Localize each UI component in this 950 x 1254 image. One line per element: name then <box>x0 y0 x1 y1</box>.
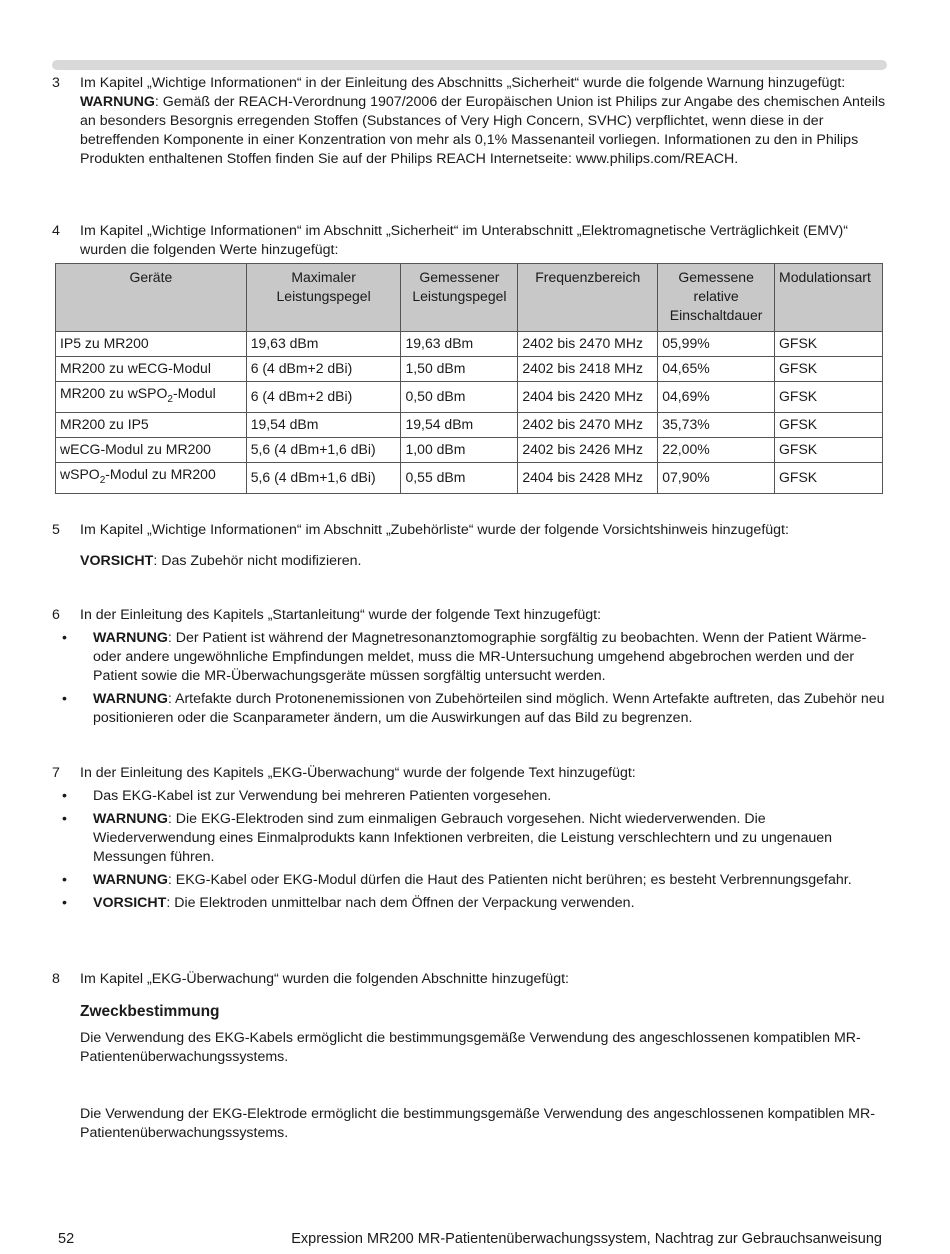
frequency-cell: 2402 bis 2470 MHz <box>518 332 658 357</box>
emv-table <box>55 263 883 494</box>
list-text: Das EKG-Kabel ist zur Verwendung bei mehreren Patienten vorgesehen. <box>93 788 552 804</box>
warning-text: : Die EKG-Elektroden sind zum einmaligen Gebrauch vorgesehen. Nicht wiederverwenden. Die Wiederverwendung eines Einmalprodukts kann Infektionen verbreiten, die Leistung verschlechtern und zu ungenauen Messungen führen. <box>93 811 833 865</box>
section-intro: Im Kapitel „Wichtige Informationen“ im Abschnitt „Zubehörliste“ wurde der folgende Vorsichtshinweis hinzugefügt: <box>80 522 789 538</box>
device-cell: wSPO$_2$-Modul zu MR200 <box>56 462 247 493</box>
section-number: 5 <box>52 522 60 538</box>
device-cell: MR200 zu wSPO$_2$-Modul <box>56 382 247 413</box>
section-number: 6 <box>52 607 60 623</box>
max-level-cell: 5,6 (4 dBm+1,6 dBi) <box>246 462 401 493</box>
caution-text: : Die Elektroden unmittelbar nach dem Öffnen der Verpackung verwenden. <box>166 895 635 911</box>
list-item <box>62 787 887 806</box>
warning-text: : Der Patient ist während der Magnetresonanztomographie sorgfältig zu beobachten. Wenn der Patient Wärme- oder andere ungewöhnliche Empfindungen meldet, muss die MR-Untersuchung umgehend abgebrochen werden und der Patient sowie die MR-Überwachungsgeräte müssen sorgfältig untersucht werden. <box>93 630 867 684</box>
duty-cycle-cell: 07,90% <box>658 462 775 493</box>
warning-label: WARNUNG <box>93 872 168 888</box>
bullet-icon: • <box>62 788 67 804</box>
measured-level-cell: 0,55 dBm <box>401 462 518 493</box>
warning-text: : Gemäß der REACH-Verordnung 1907/2006 der Europäischen Union ist Philips zur Angabe des chemischen Anteils an besonders Besorgnis erregenden Stoffen (Substances of Very High Concern, SVHC) verpflichtet, wenn diese in der betreffenden Komponente in einer Konzentration von mehr als 0,1% Massenanteil vorliegen. Informationen zu den in Philips Produkten enthaltenen Stoffen finden Sie auf der Philips REACH Internetseite: www.philips.com/REACH. <box>80 94 886 167</box>
modulation-cell: GFSK <box>775 382 883 413</box>
frequency-cell: 2404 bis 2420 MHz <box>518 382 658 413</box>
measured-level-cell: 1,00 dBm <box>401 437 518 462</box>
table-row <box>56 357 883 382</box>
header-rule <box>52 60 887 70</box>
warning-label: WARNUNG <box>80 94 155 110</box>
table-body <box>56 332 883 494</box>
device-cell: MR200 zu IP5 <box>56 412 247 437</box>
page-number: 52 <box>58 1231 75 1247</box>
caution-text: : Das Zubehör nicht modifizieren. <box>153 553 362 569</box>
list-item <box>62 629 887 686</box>
modulation-cell: GFSK <box>775 412 883 437</box>
table-row <box>56 382 883 413</box>
section-6 <box>52 606 887 732</box>
section-number: 4 <box>52 223 60 239</box>
body-paragraph: Die Verwendung des EKG-Kabels ermöglicht die bestimmungsgemäße Verwendung des angeschlossenen kompatiblen MR-Patientenüberwachungssystems. <box>80 1030 861 1065</box>
max-level-cell: 5,6 (4 dBm+1,6 dBi) <box>246 437 401 462</box>
table-row <box>56 412 883 437</box>
section-number: 7 <box>52 765 60 781</box>
warning-label: WARNUNG <box>93 630 168 646</box>
bullet-icon: • <box>62 691 67 707</box>
frequency-cell: 2402 bis 2418 MHz <box>518 357 658 382</box>
frequency-cell: 2404 bis 2428 MHz <box>518 462 658 493</box>
device-cell: MR200 zu wECG-Modul <box>56 357 247 382</box>
bullet-icon: • <box>62 811 67 827</box>
caution-label: VORSICHT <box>80 553 154 569</box>
section-5 <box>52 521 887 571</box>
duty-cycle-cell: 05,99% <box>658 332 775 357</box>
table-row <box>56 437 883 462</box>
footer-title: Expression MR200 MR-Patientenüberwachungssystem, Nachtrag zur Gebrauchsanweisung <box>291 1231 882 1247</box>
warning-label: WARNUNG <box>93 691 168 707</box>
frequency-cell: 2402 bis 2470 MHz <box>518 412 658 437</box>
measured-level-cell: 19,63 dBm <box>401 332 518 357</box>
frequency-cell: 2402 bis 2426 MHz <box>518 437 658 462</box>
section-number: 8 <box>52 971 60 987</box>
section-intro: Im Kapitel „Wichtige Informationen“ im Abschnitt „Sicherheit“ im Unterabschnitt „Elektromagnetische Verträglichkeit (EMV)“ wurden die folgenden Werte hinzugefügt: <box>80 223 848 258</box>
list-item <box>62 810 887 867</box>
section-8 <box>52 970 887 1143</box>
subheading: Zweckbestimmung <box>80 1003 220 1020</box>
section-intro: Im Kapitel „Wichtige Informationen“ in der Einleitung des Abschnitts „Sicherheit“ wurde die folgende Warnung hinzugefügt: <box>80 75 846 91</box>
header-frequency: Frequenzbereich <box>518 264 658 332</box>
section-7 <box>52 764 887 917</box>
max-level-cell: 19,63 dBm <box>246 332 401 357</box>
list-item <box>62 871 887 890</box>
bullet-icon: • <box>62 895 67 911</box>
warning-text: : Artefakte durch Protonenemissionen von Zubehörteilen sind möglich. Wenn Artefakte auftreten, das Zubehör neu positionieren oder die Scanparameter ändern, um die Auswirkungen auf das Bild zu begrenzen. <box>93 691 885 726</box>
header-duty-cycle: Gemessene relative Einschaltdauer <box>658 264 775 332</box>
duty-cycle-cell: 22,00% <box>658 437 775 462</box>
caution-paragraph <box>80 552 887 571</box>
modulation-cell: GFSK <box>775 332 883 357</box>
warning-label: WARNUNG <box>93 811 168 827</box>
section-intro: Im Kapitel „EKG-Überwachung“ wurden die folgenden Abschnitte hinzugefügt: <box>80 971 569 987</box>
measured-level-cell: 1,50 dBm <box>401 357 518 382</box>
header-measured-level: Gemessener Leistungspegel <box>401 264 518 332</box>
measured-level-cell: 0,50 dBm <box>401 382 518 413</box>
duty-cycle-cell: 35,73% <box>658 412 775 437</box>
modulation-cell: GFSK <box>775 462 883 493</box>
warning-text: : EKG-Kabel oder EKG-Modul dürfen die Haut des Patienten nicht berühren; es besteht Verbrennungsgefahr. <box>167 872 852 888</box>
max-level-cell: 6 (4 dBm+2 dBi) <box>246 382 401 413</box>
caution-label: VORSICHT <box>93 895 167 911</box>
table-row <box>56 462 883 493</box>
modulation-cell: GFSK <box>775 437 883 462</box>
list-item <box>62 894 887 913</box>
body-paragraph: Die Verwendung der EKG-Elektrode ermöglicht die bestimmungsgemäße Verwendung des angeschlossenen kompatiblen MR-Patientenüberwachungssystems. <box>80 1106 875 1141</box>
bullet-icon: • <box>62 630 67 646</box>
duty-cycle-cell: 04,65% <box>658 357 775 382</box>
max-level-cell: 6 (4 dBm+2 dBi) <box>246 357 401 382</box>
device-cell: wECG-Modul zu MR200 <box>56 437 247 462</box>
header-geraete: Geräte <box>56 264 247 332</box>
section-intro: In der Einleitung des Kapitels „Startanleitung“ wurde der folgende Text hinzugefügt: <box>80 607 602 623</box>
section-number: 3 <box>52 75 60 91</box>
device-cell: IP5 zu MR200 <box>56 332 247 357</box>
bullet-icon: • <box>62 872 67 888</box>
duty-cycle-cell: 04,69% <box>658 382 775 413</box>
modulation-cell: GFSK <box>775 357 883 382</box>
section-4 <box>52 222 887 260</box>
header-max-level: Maximaler Leistungspegel <box>246 264 401 332</box>
measured-level-cell: 19,54 dBm <box>401 412 518 437</box>
section-intro: In der Einleitung des Kapitels „EKG-Überwachung“ wurde der folgende Text hinzugefügt: <box>80 765 636 781</box>
section-3 <box>52 74 887 169</box>
header-modulation: Modulationsart <box>775 264 883 332</box>
max-level-cell: 19,54 dBm <box>246 412 401 437</box>
table-row <box>56 332 883 357</box>
warning-paragraph <box>80 93 887 169</box>
table-header-row <box>56 264 883 332</box>
list-item <box>62 690 887 728</box>
